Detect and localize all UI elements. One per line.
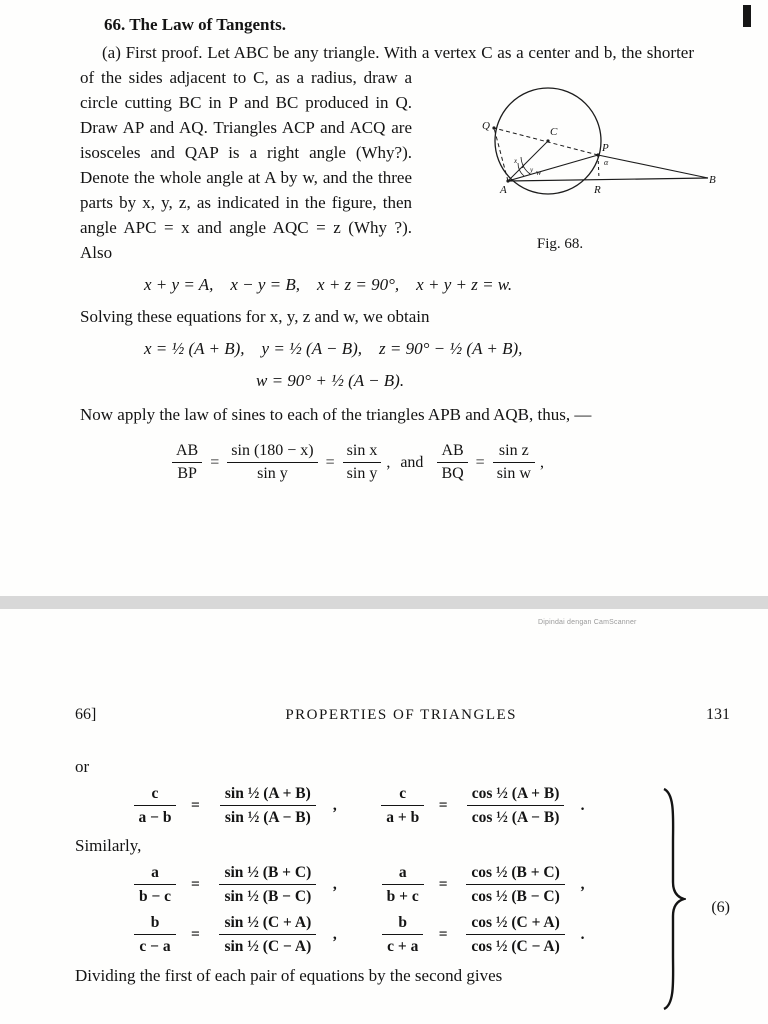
tangent-row-1 [123,783,640,829]
fraction [219,862,316,908]
or-word: or [75,757,90,776]
and-word: and [400,454,424,471]
numerator: c [134,783,177,806]
denominator: b + c [386,888,419,906]
denominator: cos ½ (C − A) [471,937,560,955]
fraction [467,783,565,829]
numerator: cos ½ (B + C) [466,862,564,885]
numerator: a [134,862,176,885]
law-of-tangents-group [75,783,730,957]
equals-sign: = [191,925,200,943]
comma: , [539,454,544,471]
fraction-AB-BQ [437,441,467,484]
point-label-R: R [594,184,601,196]
numerator: b [382,912,423,935]
denominator: sin ½ (C − A) [224,937,312,955]
numerator: a [382,862,424,885]
denominator: sin w [496,465,531,482]
denominator: sin ½ (A − B) [224,809,311,827]
tangent-row-2 [123,862,640,908]
denominator: BQ [441,465,464,482]
fraction-AB-BP [172,441,202,484]
angle-label-y: y [530,166,534,174]
numerator: sin (180 − x) [227,441,317,463]
equals-sign: = [438,876,448,894]
fraction [466,912,564,958]
solving-line: Solving these equations for x, y, z and w, we obtain [80,307,430,326]
denominator: a + b [386,809,420,827]
law-of-sines-equation [168,441,694,484]
denominator: cos ½ (A − B) [471,809,560,827]
fraction-sin180x-siny [227,441,317,484]
denominator: a − b [138,809,172,827]
denominator: c − a [139,937,171,955]
numerator: sin ½ (A + B) [220,783,316,806]
equals-sign: = [475,454,485,471]
fraction-sinz-sinw [493,441,535,484]
denominator: cos ½ (B − C) [471,888,560,906]
comma: , [580,876,585,894]
angle-label-x: x [514,157,518,165]
camscanner-watermark: Dipindai dengan CamScanner [538,619,637,626]
fraction [220,783,316,829]
fraction [134,783,177,829]
comma: , [332,925,337,943]
running-head [75,702,730,728]
running-title: PROPERTIES OF TRIANGLES [285,707,517,723]
comma: , [332,797,337,815]
paragraph-rest: center and b, the shorter of the sides adjacent to C, as a radius, draw a circle cutting BC in P and BC produced in Q. Draw AP and AQ. Triangles ACP and ACQ are isosceles and QAP is a right angle (Why?). Denote the whole angle at A by w, and the three parts by x, y, z, as indicated in the figure, then angle APC = x and angle AQC = z (Why ?). Also [80,43,694,262]
solution-line-2: w = 90° + ½ (A − B). [256,371,405,390]
fraction [466,862,564,908]
angle-label-z: z [522,162,525,170]
folio-right: 131 [705,706,730,723]
denominator: sin y [346,465,378,482]
fraction [219,912,316,958]
period: . [580,797,585,815]
angle-label-alpha: α [604,158,609,167]
denominator: sin ½ (B − C) [224,888,312,906]
fraction [134,912,175,958]
equation-number: (6) [711,899,730,916]
comma: , [332,876,337,894]
fraction [134,862,176,908]
numerator: sin z [493,441,535,463]
numerator: sin x [343,441,382,463]
numerator: sin ½ (B + C) [219,862,316,885]
numerator: AB [172,441,202,463]
fig-68-diagram [448,71,716,223]
scan-separator-band [0,596,768,609]
paragraph-lead: (a) First proof. Let ABC be any triangle. With a vertex C as a [102,43,529,62]
fraction [382,862,424,908]
fraction [382,912,423,958]
solution-line-1: x = ½ (A + B), y = ½ (A − B), z = 90° − ½ (A + B), [144,339,523,358]
period: . [580,925,585,943]
denominator: BP [177,465,197,482]
similarly-word: Similarly, [75,835,142,855]
section-properties-of-triangles [75,702,730,988]
equals-sign: = [325,454,335,471]
numerator: b [134,912,175,935]
folio-left: 66] [75,706,97,723]
numerator: sin ½ (C + A) [219,912,316,935]
point-label-A: A [500,184,507,196]
point-label-P: P [602,142,609,154]
point-label-C: C [550,126,558,138]
equals-sign: = [210,454,220,471]
equation-system: x + y = A, x − y = B, x + z = 90°, x + y + z = w. [144,275,513,294]
fraction-sinx-siny [343,441,382,484]
denominator: c + a [387,937,419,955]
point-label-B: B [709,174,716,186]
scan-corner-mark [743,5,751,27]
figure-68 [426,71,716,257]
denominator: b − c [138,888,172,906]
apply-sines-line: Now apply the law of sines to each of the triangles APB and AQB, thus, — [80,405,592,424]
equals-sign: = [191,876,200,894]
numerator: c [381,783,424,806]
numerator: cos ½ (A + B) [467,783,565,806]
numerator: AB [437,441,467,463]
section-law-of-tangents [80,12,716,484]
comma: , [386,454,391,471]
denominator: sin y [257,465,288,482]
closing-line: Dividing the first of each pair of equations by the second gives [75,966,503,986]
tangent-row-3 [123,912,640,958]
equals-sign: = [191,797,200,815]
equals-sign: = [438,925,448,943]
equals-sign: = [438,797,448,815]
fraction [381,783,424,829]
section-heading: 66. The Law of Tangents. [104,15,287,34]
grouping-brace [662,787,686,1011]
figure-caption: Fig. 68. [536,236,584,252]
angle-label-w: w [536,168,542,177]
first-proof-paragraph [80,40,716,265]
point-label-Q: Q [482,120,490,132]
numerator: cos ½ (C + A) [466,912,564,935]
